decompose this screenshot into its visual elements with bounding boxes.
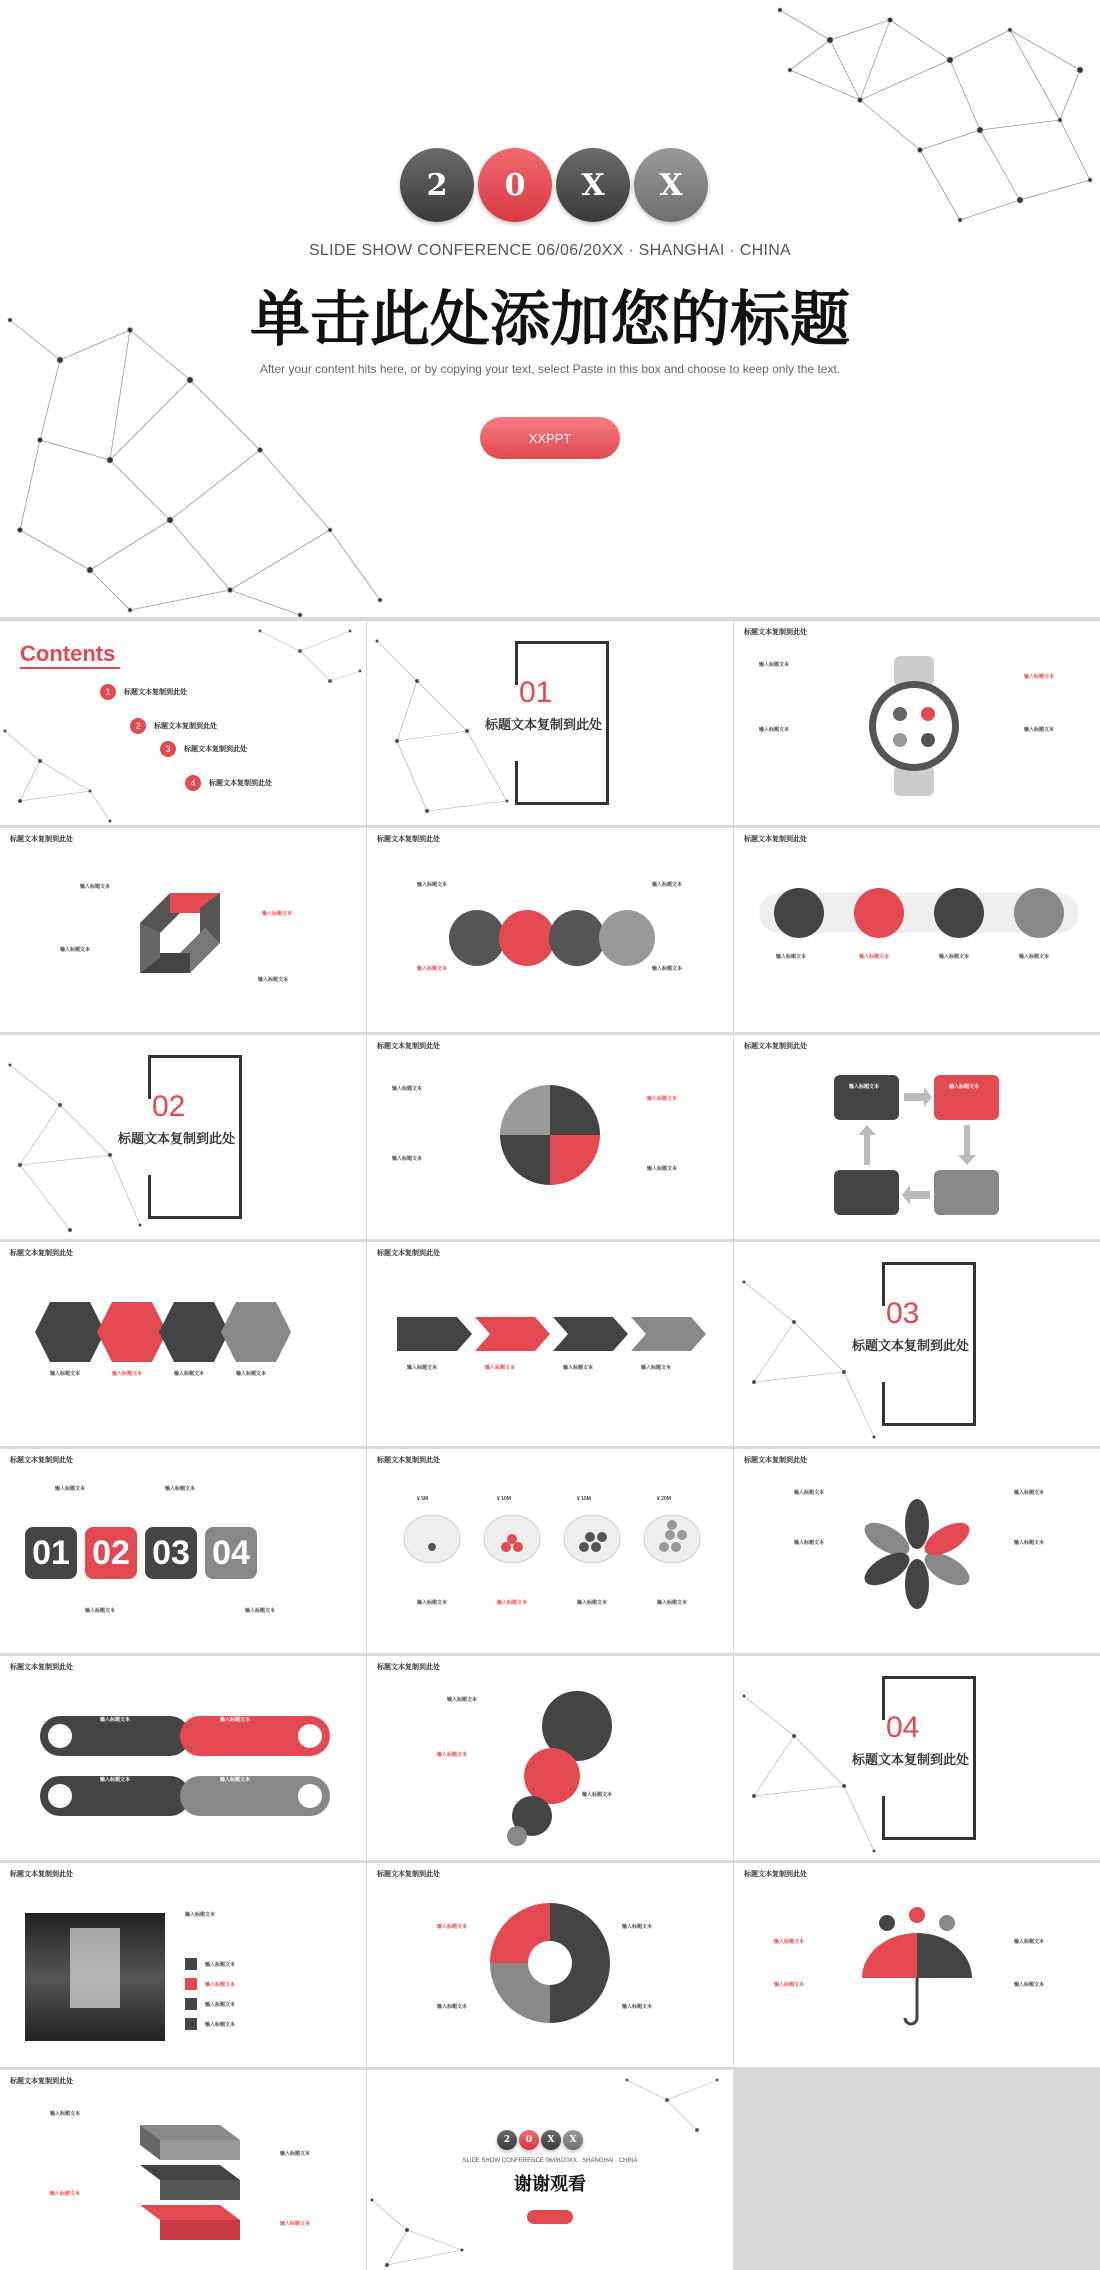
slide-title: 标题文本复制到此处 <box>744 1043 807 1050</box>
slide-timeline-icons[interactable] <box>734 828 1100 1032</box>
item-title: 输入标题文本 <box>794 1490 825 1496</box>
slide-title: 标题文本复制到此处 <box>377 1250 440 1257</box>
network-decoration <box>0 711 120 825</box>
item-title: 输入标题文本 <box>652 966 683 972</box>
box-cycle <box>834 1075 1000 1225</box>
slide-box-cycle[interactable] <box>734 1035 1100 1239</box>
slide-title: 标题文本复制到此处 <box>10 1250 73 1257</box>
slide-section-03[interactable] <box>734 1242 1100 1446</box>
item-title: 输入标题文本 <box>1014 1939 1045 1945</box>
contents-label: 标题文本复制到此处 <box>154 723 217 730</box>
year-digit-circle: X <box>563 2130 583 2150</box>
contents-heading: Contents <box>20 641 116 666</box>
slide-title: 标题文本复制到此处 <box>377 1664 440 1671</box>
item-title: 输入标题文本 <box>437 1752 468 1758</box>
item-title: 输入标题文本 <box>174 1371 205 1377</box>
item-title: 输入标题文本 <box>100 1717 131 1723</box>
item-title: 输入标题文本 <box>417 1600 448 1606</box>
slide-watch-infographic[interactable] <box>734 621 1100 825</box>
slide-title: 标题文本复制到此处 <box>10 1664 73 1671</box>
network-decoration <box>250 621 366 701</box>
item-title: 输入标题文本 <box>50 2191 81 2197</box>
item-title: 输入标题文本 <box>647 1096 678 1102</box>
cover-subtitle: SLIDE SHOW CONFERENCE 06/06/20XX · SHANGHAI · CHINA <box>308 242 792 259</box>
slide-title: 标题文本复制到此处 <box>10 1457 73 1464</box>
cover-slide[interactable] <box>0 0 1100 617</box>
item-title: 输入标题文本 <box>205 2002 236 2008</box>
section-title: 标题文本复制到此处 <box>852 1338 970 1353</box>
item-title: 输入标题文本 <box>437 2004 468 2010</box>
item-title: 输入标题文本 <box>849 1084 880 1090</box>
item-title: 输入标题文本 <box>100 1777 131 1783</box>
contents-number: 3 <box>160 741 176 757</box>
item-title: 输入标题文本 <box>859 954 890 960</box>
slide-photo-list[interactable] <box>0 1863 366 2067</box>
item-title: 输入标题文本 <box>759 662 790 668</box>
item-title: 输入标题文本 <box>236 1371 267 1377</box>
slide-title: 标题文本复制到此处 <box>744 1457 807 1464</box>
pinwheel-diagram <box>130 883 230 983</box>
year-circles <box>497 2130 583 2150</box>
arrow-row <box>397 1317 707 1351</box>
contents-label: 标题文本复制到此处 <box>209 780 272 787</box>
item-title: 输入标题文本 <box>497 1600 528 1606</box>
slide-arrows[interactable] <box>367 1242 733 1446</box>
number-tile: 01 <box>25 1527 77 1579</box>
slide-title: 标题文本复制到此处 <box>744 629 807 636</box>
item-title: 输入标题文本 <box>220 1717 251 1723</box>
section-frame-edge <box>882 1796 885 1840</box>
slide-title: 标题文本复制到此处 <box>744 836 807 843</box>
section-number: 04 <box>886 1711 920 1744</box>
item-title: 输入标题文本 <box>1019 954 1050 960</box>
item-title: 输入标题文本 <box>280 2221 311 2227</box>
item-title: 输入标题文本 <box>205 1982 236 1988</box>
slide-section-04[interactable] <box>734 1656 1100 1860</box>
ending-subtitle: SLIDE SHOW CONFERENCE 06/06/20XX · SHANGHAI · CHINA <box>462 2158 638 2164</box>
item-title: 输入标题文本 <box>622 1924 653 1930</box>
item-title: 输入标题文本 <box>1024 727 1055 733</box>
slide-gear[interactable] <box>367 1863 733 2067</box>
item-title: 输入标题文本 <box>407 1365 438 1371</box>
year-digit-circle: 2 <box>400 148 474 222</box>
slide-thumbnail-grid <box>0 621 1100 2270</box>
contents-item[interactable] <box>130 718 217 734</box>
item-title: 输入标题文本 <box>437 1924 468 1930</box>
item-title: 输入标题文本 <box>392 1086 423 1092</box>
item-title: 输入标题文本 <box>563 1365 594 1371</box>
section-title: 标题文本复制到此处 <box>485 717 603 732</box>
amount-label: ¥ 15M <box>577 1496 591 1502</box>
section-number: 03 <box>886 1297 920 1330</box>
slide-title: 标题文本复制到此处 <box>10 1871 73 1878</box>
section-frame-edge <box>882 1262 885 1306</box>
slide-numbers[interactable] <box>0 1449 366 1653</box>
ending-button[interactable] <box>527 2210 573 2224</box>
slide-umbrella[interactable] <box>734 1863 1100 2067</box>
item-title: 输入标题文本 <box>657 1600 688 1606</box>
circle-stack <box>507 1686 617 1846</box>
contents-label: 标题文本复制到此处 <box>124 689 187 696</box>
number-tiles <box>25 1527 340 1579</box>
number-tile: 02 <box>85 1527 137 1579</box>
number-tile: 04 <box>205 1527 257 1579</box>
icon-chain <box>759 883 1079 943</box>
slide-title: 标题文本复制到此处 <box>377 1043 440 1050</box>
flower-diagram <box>862 1499 972 1609</box>
item-title: 输入标题文本 <box>112 1371 143 1377</box>
item-title: 输入标题文本 <box>85 1608 116 1614</box>
cover-title[interactable]: 单击此处添加您的标题 <box>250 285 850 355</box>
empty-grid-cell <box>734 2070 1100 2270</box>
slide-title: 标题文本复制到此处 <box>10 836 73 843</box>
item-title: 输入标题文本 <box>485 1365 516 1371</box>
slide-four-circles[interactable] <box>367 828 733 1032</box>
slide-title: 标题文本复制到此处 <box>377 836 440 843</box>
slide-flower[interactable] <box>734 1449 1100 1653</box>
section-frame-edge <box>515 641 518 685</box>
item-title: 输入标题文本 <box>774 1982 805 1988</box>
amount-label: ¥ 10M <box>497 1496 511 1502</box>
contents-number: 4 <box>185 775 201 791</box>
ribbon-diagram <box>40 1696 330 1836</box>
item-title: 输入标题文本 <box>1024 674 1055 680</box>
item-title: 输入标题文本 <box>577 1600 608 1606</box>
slide-contents[interactable] <box>0 621 366 825</box>
item-title: 输入标题文本 <box>1014 1982 1045 1988</box>
watch-icon <box>864 656 964 796</box>
year-digit-circle: 2 <box>497 2130 517 2150</box>
circle-chain <box>447 908 657 968</box>
cover-description: After your content hits here, or by copying your text, select Paste in this box and choose to keep only the text. <box>259 362 841 376</box>
gear-diagram <box>490 1903 610 2023</box>
item-title: 输入标题文本 <box>647 1166 678 1172</box>
slide-layers[interactable] <box>0 2070 366 2270</box>
year-digit-circle: X <box>556 148 630 222</box>
contents-label: 标题文本复制到此处 <box>184 746 247 753</box>
year-digit-circle: 0 <box>478 148 552 222</box>
item-title: 输入标题文本 <box>220 1777 251 1783</box>
item-title: 输入标题文本 <box>582 1792 613 1798</box>
section-frame-edge <box>148 1055 151 1099</box>
section-title: 标题文本复制到此处 <box>118 1131 236 1146</box>
slide-stacked-circles[interactable] <box>367 1656 733 1860</box>
contents-number: 1 <box>100 684 116 700</box>
section-number: 01 <box>519 676 553 709</box>
item-title: 输入标题文本 <box>245 1608 276 1614</box>
slide-thank-you[interactable] <box>367 2070 733 2270</box>
section-frame-edge <box>882 1382 885 1426</box>
hexagon-row <box>35 1302 335 1362</box>
slide-title: 标题文本复制到此处 <box>377 1871 440 1878</box>
network-decoration-top-right <box>760 0 1100 250</box>
slide-title: 标题文本复制到此处 <box>377 1457 440 1464</box>
item-title: 输入标题文本 <box>50 2111 81 2117</box>
amount-label: ¥ 5M <box>417 1496 429 1502</box>
item-title: 输入标题文本 <box>55 1486 86 1492</box>
item-title: 输入标题文本 <box>1014 1540 1045 1546</box>
section-frame-edge <box>148 1175 151 1219</box>
slide-section-01[interactable] <box>367 621 733 825</box>
umbrella-icon <box>857 1903 977 2033</box>
slide-section-02[interactable] <box>0 1035 366 1239</box>
slide-title: 标题文本复制到此处 <box>744 1871 807 1878</box>
slide-hexagons[interactable] <box>0 1242 366 1446</box>
jar-row <box>402 1507 702 1567</box>
item-title: 输入标题文本 <box>205 2022 236 2028</box>
room-photo <box>25 1913 165 2041</box>
item-title: 输入标题文本 <box>50 1371 81 1377</box>
item-title: 输入标题文本 <box>939 954 970 960</box>
ending-title: 谢谢观看 <box>514 2174 586 2194</box>
item-title: 输入标题文本 <box>622 2004 653 2010</box>
section-frame-edge <box>515 761 518 805</box>
slide-ribbons[interactable] <box>0 1656 366 1860</box>
item-title: 输入标题文本 <box>794 1540 825 1546</box>
item-title: 输入标题文本 <box>280 2151 311 2157</box>
contents-item[interactable] <box>100 684 187 700</box>
item-title: 输入标题文本 <box>60 947 91 953</box>
item-title: 输入标题文本 <box>776 954 807 960</box>
section-number: 02 <box>152 1090 186 1123</box>
cover-button[interactable]: XXPPT <box>480 417 620 459</box>
item-title: 输入标题文本 <box>641 1365 672 1371</box>
contents-item[interactable] <box>160 741 247 757</box>
item-title: 输入标题文本 <box>417 966 448 972</box>
layer-stack <box>120 2115 250 2255</box>
puzzle-circle <box>500 1085 600 1185</box>
year-digit-circle: X <box>634 148 708 222</box>
item-title: 输入标题文本 <box>80 884 111 890</box>
item-title: 输入标题文本 <box>447 1697 478 1703</box>
slide-title: 标题文本复制到此处 <box>10 2078 73 2085</box>
section-frame-edge <box>882 1676 885 1720</box>
item-title: 输入标题文本 <box>417 882 448 888</box>
section-title: 标题文本复制到此处 <box>852 1752 970 1767</box>
item-title: 输入标题文本 <box>392 1156 423 1162</box>
item-title: 输入标题文本 <box>774 1939 805 1945</box>
number-tile: 03 <box>145 1527 197 1579</box>
item-title: 输入标题文本 <box>185 1912 216 1918</box>
item-title: 输入标题文本 <box>949 1084 980 1090</box>
item-title: 输入标题文本 <box>652 882 683 888</box>
item-title: 输入标题文本 <box>205 1962 236 1968</box>
year-digit-circle: 0 <box>519 2130 539 2150</box>
contents-number: 2 <box>130 718 146 734</box>
item-title: 输入标题文本 <box>759 727 790 733</box>
amount-label: ¥ 20M <box>657 1496 671 1502</box>
network-decoration <box>617 2070 733 2150</box>
slide-money-bags[interactable] <box>367 1449 733 1653</box>
slide-pinwheel[interactable] <box>0 828 366 1032</box>
slide-puzzle-circle[interactable] <box>367 1035 733 1239</box>
year-circles <box>400 148 708 222</box>
item-title: 输入标题文本 <box>258 977 289 983</box>
item-title: 输入标题文本 <box>165 1486 196 1492</box>
item-title: 输入标题文本 <box>262 911 293 917</box>
contents-item[interactable] <box>185 775 272 791</box>
year-digit-circle: X <box>541 2130 561 2150</box>
item-title: 输入标题文本 <box>1014 1490 1045 1496</box>
